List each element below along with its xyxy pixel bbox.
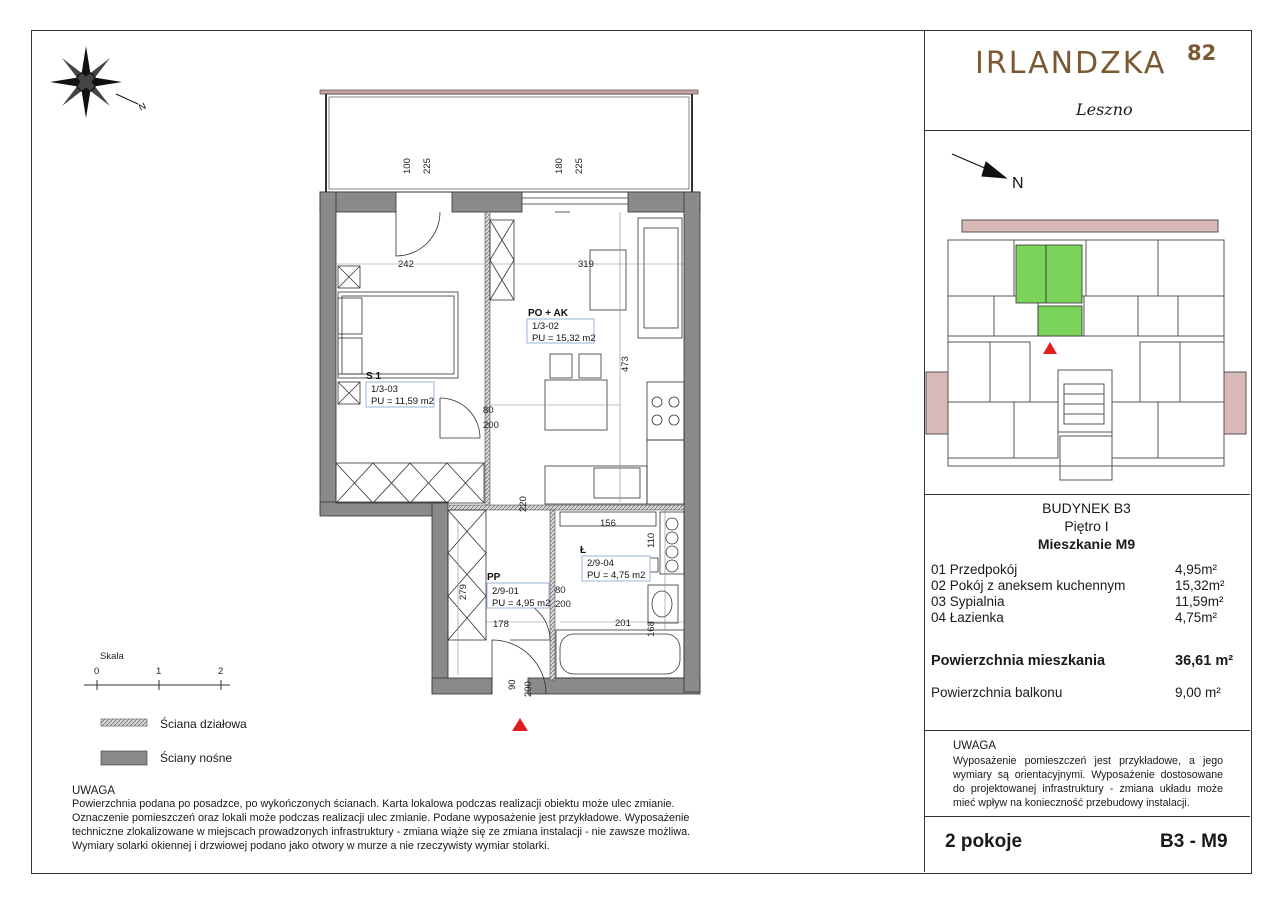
- scale-tick-2: 2: [218, 666, 224, 677]
- dim-bath-width2: 201: [615, 618, 631, 629]
- unit-name: Mieszkanie M9: [1037, 536, 1136, 552]
- notes-left-line-1: Powierzchnia podana po posadzce, po wykończonych ścianach. Karta lokalowa podczas realizacji obiektu może ulec zmianie.: [72, 798, 675, 810]
- notes-left-line-4: Wymiary solarki okiennej i drzwiowej podano jako otwory w murze a nie rzeczywisty wymiar stolarki.: [72, 840, 550, 852]
- notes-right-title: UWAGA: [953, 740, 997, 752]
- unit-highlight-bedroom: [1046, 245, 1082, 303]
- dim-hall-width: 178: [493, 619, 509, 630]
- brand-name: IRLANDZKA: [975, 46, 1167, 81]
- svg-text:PO + AK: PO + AK: [528, 308, 568, 319]
- room-label-living: [527, 308, 596, 344]
- brand-number: 82: [1187, 41, 1217, 65]
- room-label-bedroom: [366, 371, 434, 407]
- svg-text:PU = 11,59 m2: PU = 11,59 m2: [371, 396, 434, 407]
- notes-divider: [924, 816, 1250, 817]
- room-area-1: 4,95m²: [1175, 562, 1218, 577]
- dim-living-width: 319: [578, 259, 594, 270]
- room-name-4: 04 Łazienka: [931, 610, 1004, 625]
- total-area-label: Powierzchnia mieszkania: [931, 653, 1106, 669]
- room-count: 2 pokoje: [945, 831, 1023, 852]
- legend-partition-swatch: [101, 719, 147, 726]
- room-area-2: 15,32m²: [1175, 578, 1225, 593]
- svg-text:PP: PP: [487, 572, 501, 583]
- dim-bath-door-width: 80: [555, 585, 566, 596]
- scale-title: Skala: [100, 651, 124, 662]
- legend-partition-label: Ściana działowa: [160, 717, 247, 731]
- svg-text:PU = 4,75 m2: PU = 4,75 m2: [587, 570, 646, 581]
- building-name: BUDYNEK B3: [1042, 500, 1131, 516]
- plan-north-label: N: [137, 100, 149, 114]
- notes-right-text: Wyposażenie pomieszczeń jest przykładowe, a jego wymiary są orientacyjnymi. Wyposażenie dostosowane do projektowanej infrastruktury - zmiana układu może mieć wpływ na konieczność przebudowy instalacji.: [953, 755, 1223, 809]
- dim-bath-door-height: 200: [555, 599, 571, 610]
- notes-left-title: UWAGA: [72, 785, 116, 797]
- room-name-3: 03 Sypialnia: [931, 594, 1005, 609]
- legend-bearing-swatch: [101, 751, 147, 765]
- dim-balcony-door2-width: 180: [554, 158, 565, 174]
- svg-text:PU = 15,32 m2: PU = 15,32 m2: [532, 333, 596, 344]
- dim-bath-width1: 156: [600, 518, 616, 529]
- scale-tick-1: 1: [156, 666, 162, 677]
- total-area-value: 36,61 m²: [1175, 653, 1234, 669]
- floor-name: Piętro I: [1064, 518, 1109, 534]
- scale-tick-0: 0: [94, 666, 100, 677]
- dim-bedroom-width: 242: [398, 259, 414, 270]
- doors: [396, 198, 628, 694]
- dim-bedroom-door-height: 200: [483, 420, 499, 431]
- info-divider: [924, 730, 1250, 731]
- dim-balcony-door1-height: 225: [422, 158, 433, 174]
- dim-bath-depth1: 110: [646, 532, 657, 548]
- notes-left-line-3: techniczne zlokalizowane w miejscach prowadzonych infrastruktury - zmiana wiąże się ze zmiana instalacji - nie zawsze możliwa.: [72, 826, 691, 838]
- brand-city: Leszno: [1076, 100, 1133, 119]
- legend-bearing-label: Ściany nośne: [160, 751, 233, 765]
- svg-text:S 1: S 1: [366, 371, 382, 382]
- svg-text:1/3-03: 1/3-03: [371, 384, 398, 395]
- svg-text:Ł: Ł: [580, 545, 587, 556]
- living-furniture: [545, 218, 684, 504]
- unit-highlight-bath: [1038, 306, 1082, 336]
- room-label-bathroom: [580, 545, 650, 581]
- room-area-3: 11,59m²: [1175, 594, 1224, 609]
- key-entrance-marker-icon: [1043, 342, 1057, 354]
- dim-hall-depth: 279: [458, 584, 469, 600]
- dim-entry-width: 90: [507, 679, 518, 690]
- key-north-arrow-icon: [952, 154, 1006, 178]
- key-north-label: N: [1012, 175, 1024, 192]
- room-label-hall: [487, 572, 550, 609]
- dim-bath-depth2: 168: [646, 621, 657, 637]
- balcony-area-value: 9,00 m²: [1175, 685, 1221, 700]
- svg-text:2/9-04: 2/9-04: [587, 558, 614, 569]
- svg-text:PU = 4,95 m2: PU = 4,95 m2: [492, 598, 551, 609]
- compass-rose-icon: [50, 46, 138, 118]
- svg-text:2/9-01: 2/9-01: [492, 586, 519, 597]
- room-name-1: 01 Przedpokój: [931, 562, 1018, 577]
- dim-bedroom-door-width: 80: [483, 405, 494, 416]
- svg-text:1/3-02: 1/3-02: [532, 321, 559, 332]
- room-name-2: 02 Pokój z aneksem kuchennym: [931, 578, 1126, 593]
- notes-left-line-2: Oznaczenie pomieszczeń oraz lokali może podczas realizacji ulec zmianie. Podane wyposażenie jest przykładowe. Wyposażenie: [72, 812, 690, 824]
- scale-bar: [84, 680, 230, 690]
- balcony-area-label: Powierzchnia balkonu: [931, 685, 1063, 700]
- unit-highlight-living: [1016, 245, 1046, 303]
- entrance-marker-icon: [512, 718, 528, 731]
- room-area-4: 4,75m²: [1175, 610, 1218, 625]
- dim-entry-height: 200: [523, 681, 534, 697]
- keyplan-divider: [924, 494, 1250, 495]
- dim-balcony-door1-width: 100: [402, 158, 413, 174]
- dim-wardrobe-length: 220: [518, 496, 529, 512]
- balcony: [320, 90, 698, 192]
- unit-code: B3 - M9: [1160, 831, 1228, 852]
- dim-balcony-door2-height: 225: [574, 158, 585, 174]
- key-plan: [924, 130, 1250, 494]
- dim-living-depth: 473: [620, 356, 631, 372]
